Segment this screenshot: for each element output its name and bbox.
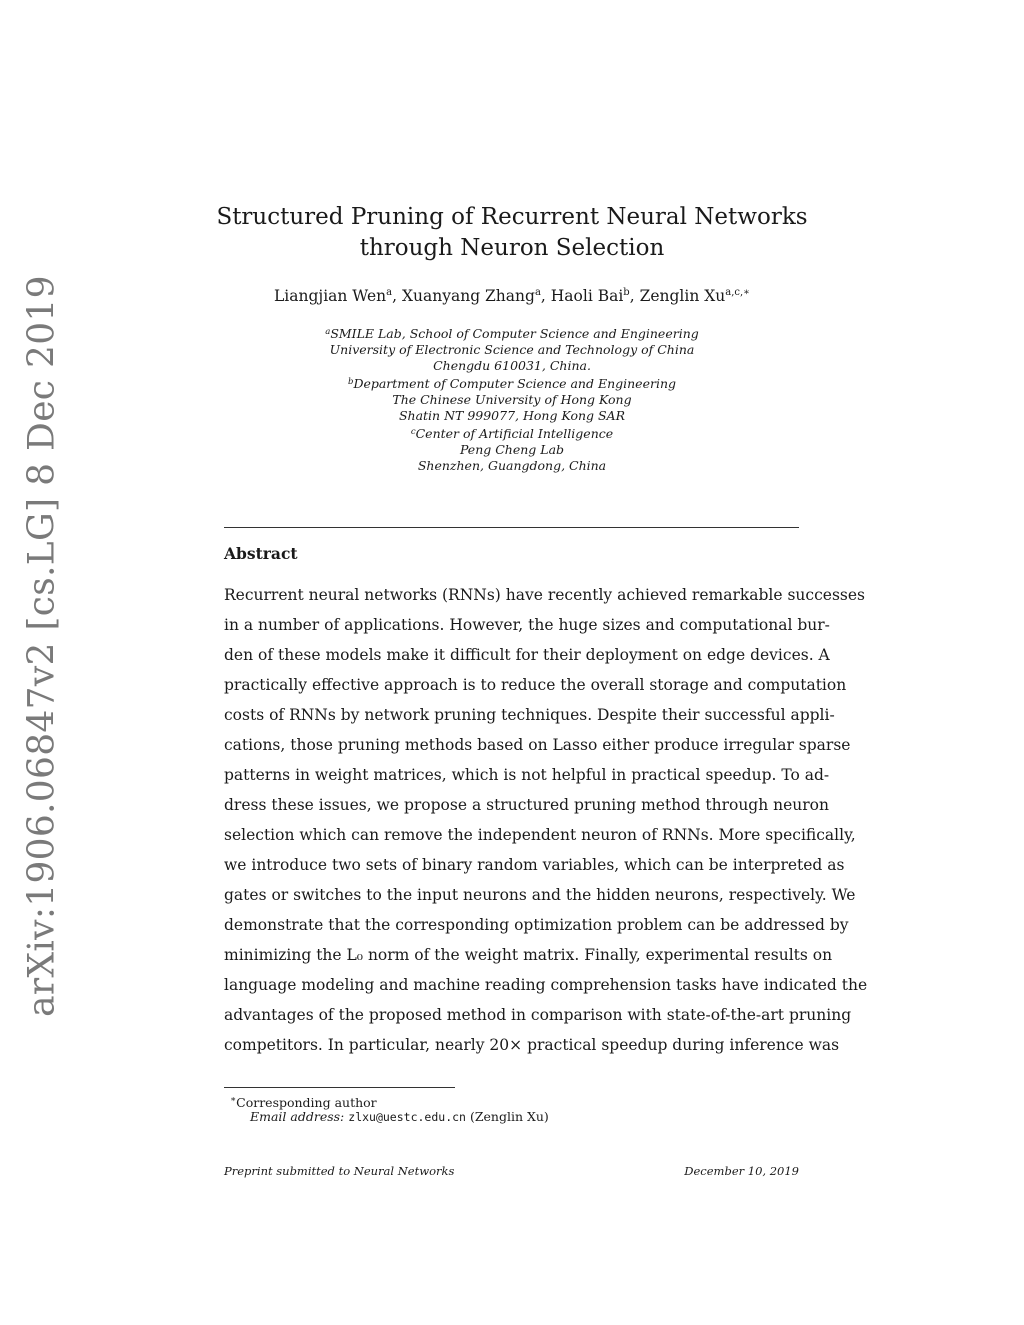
author-list: Liangjian Wen$^a$, Xuanyang Zhang$^a$, Haoli Bai$^b$, Zenglin $Xu^{a,c,∗}$ (274, 287, 750, 305)
author-name: Zenglin Xu (639, 287, 726, 305)
abstract-line: den of these models make it difficult for their deployment on edge devices. A (224, 646, 830, 664)
footnote-email (250, 1109, 549, 1125)
paper-title (0, 202, 1024, 264)
author-name: Liangjian Wen (274, 287, 387, 305)
affiliation-line (0, 408, 1024, 424)
arxiv-identifier: arXiv:1906.06847v2 [cs.LG] 8 Dec 2019 (21, 275, 63, 1017)
affiliation-line (0, 442, 1024, 458)
affiliation-line (0, 324, 1024, 342)
affiliation-text: SMILE Lab, School of Computer Science and Engineering (330, 326, 699, 341)
author-name: Haoli Bai (550, 287, 624, 305)
abstract-line: minimizing the L₀ norm of the weight matrix. Finally, experimental results on (224, 946, 833, 964)
author-name: Xuanyang Zhang (401, 287, 535, 305)
footnote-text: Corresponding author (236, 1095, 377, 1111)
abstract-line: language modeling and machine reading comprehension tasks have indicated the (224, 976, 868, 994)
affiliation-text: Peng Cheng Lab (459, 442, 565, 457)
affiliation-mark: a (325, 327, 331, 337)
email-label: Email address: (250, 1109, 345, 1124)
abstract-line: in a number of applications. However, the huge sizes and computational bur- (224, 616, 830, 634)
abstract-line: cations, those pruning methods based on Lasso either produce irregular sparse (224, 736, 851, 754)
title-line-1: Structured Pruning of Recurrent Neural Networks (216, 204, 808, 230)
abstract-line: gates or switches to the input neurons and the hidden neurons, respectively. We (224, 886, 856, 904)
affiliation-line (0, 458, 1024, 474)
affiliation-mark: c (410, 427, 416, 437)
author-affil-mark: a (386, 287, 393, 298)
footnote-marker: ∗ (230, 1095, 237, 1105)
abstract-heading: Abstract (224, 544, 298, 563)
preprint-date: December 10, 2019 (684, 1164, 799, 1178)
affiliation-text: Chengdu 610031, China. (433, 358, 591, 373)
abstract-line: practically effective approach is to reduce the overall storage and computation (224, 676, 847, 694)
abstract-line: patterns in weight matrices, which is not helpful in practical speedup. To ad- (224, 766, 830, 784)
abstract-line: dress these issues, we propose a structured pruning method through neuron (224, 796, 829, 814)
abstract-line: selection which can remove the independent neuron of RNNs. More specifically, (224, 826, 856, 844)
email-owner: (Zenglin Xu) (469, 1109, 549, 1124)
author-affil-mark: a,c,∗ (725, 287, 750, 298)
abstract-line: we introduce two sets of binary random variables, which can be interpreted as (224, 856, 845, 874)
title-line-2: through Neuron Selection (359, 235, 665, 261)
preprint-note: Preprint submitted to Neural Networks (224, 1164, 455, 1178)
abstract-line: advantages of the proposed method in comparison with state-of-the-art pruning (224, 1006, 852, 1024)
abstract-line: Recurrent neural networks (RNNs) have recently achieved remarkable successes (224, 586, 865, 604)
affiliation-line (0, 342, 1024, 358)
abstract-top-rule (224, 527, 799, 528)
author-affil-mark: b (623, 287, 630, 298)
affiliation-text: Center of Artificial Intelligence (415, 426, 614, 441)
abstract-line: competitors. In particular, nearly 20× practical speedup during inference was (224, 1036, 840, 1054)
affiliation-line (0, 392, 1024, 408)
abstract-line: costs of RNNs by network pruning techniques. Despite their successful appli- (224, 706, 835, 724)
affiliation-text: Department of Computer Science and Engineering (353, 376, 677, 391)
abstract-body (224, 580, 868, 1060)
affiliation-mark: b (347, 377, 354, 387)
email-address[interactable]: zlxu@uestc.edu.cn (348, 1110, 466, 1124)
affiliation-line (0, 424, 1024, 442)
affiliation-text: The Chinese University of Hong Kong (392, 392, 632, 407)
abstract-line: demonstrate that the corresponding optimization problem can be addressed by (224, 916, 849, 934)
affiliation-line (0, 358, 1024, 374)
affiliation-text: Shenzhen, Guangdong, China (417, 458, 607, 473)
affiliation-text: Shatin NT 999077, Hong Kong SAR (398, 408, 626, 423)
footnote-rule (224, 1087, 455, 1088)
author-affil-mark: a (534, 287, 541, 298)
affiliations (0, 324, 1024, 474)
affiliation-text: University of Electronic Science and Technology of China (329, 342, 695, 357)
affiliation-line (0, 374, 1024, 392)
